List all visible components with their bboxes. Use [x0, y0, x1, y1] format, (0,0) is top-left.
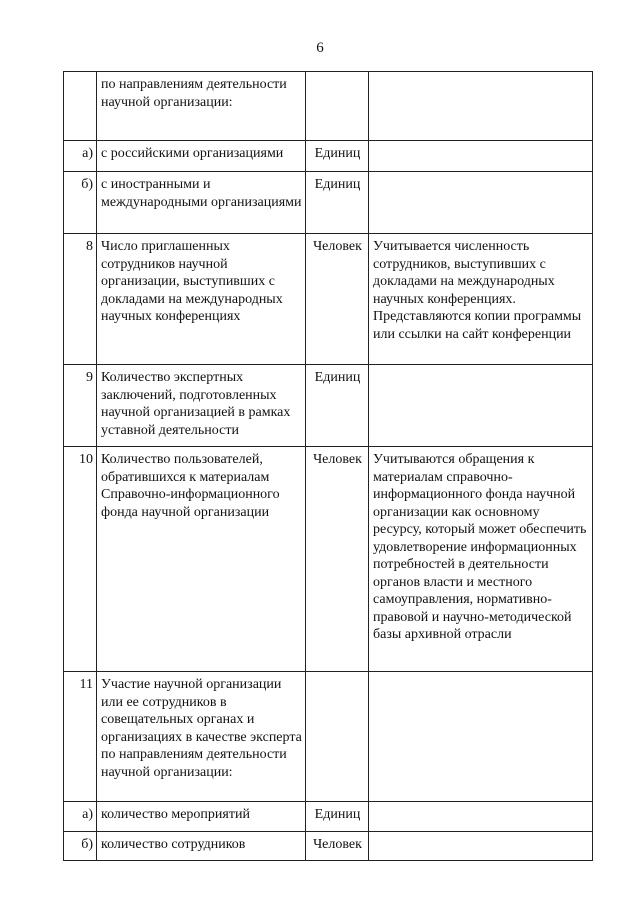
- table-row: [64, 72, 593, 141]
- row-number: б): [64, 831, 97, 861]
- unit-of-measure: [306, 672, 369, 802]
- note: [369, 172, 593, 234]
- indicator-name: Количество экспертных заключений, подготовленных научной организацией в рамках уставной деятельности: [97, 365, 306, 447]
- note: [369, 802, 593, 832]
- table-row: [64, 365, 593, 447]
- table-row: [64, 172, 593, 234]
- row-number: а): [64, 802, 97, 832]
- note: Учитывается численность сотрудников, выступивших с докладами на международных научных конференциях. Представляются копии программы или ссылки на сайт конференции: [369, 234, 593, 365]
- row-number: 9: [64, 365, 97, 447]
- unit-of-measure: Человек: [306, 447, 369, 672]
- note: [369, 141, 593, 172]
- indicator-name: по направлениям деятельности научной организации:: [97, 72, 306, 141]
- indicator-name: Количество пользователей, обратившихся к материалам Справочно-информационного фонда научной организации: [97, 447, 306, 672]
- unit-of-measure: Человек: [306, 234, 369, 365]
- table-row: [64, 802, 593, 832]
- note: Учитываются обращения к материалам справочно-информационного фонда научной организации как основному ресурсу, который может обеспечить удовлетворение информационных потребностей в деятельности органов власти и местного самоуправления, нормативно-правовой и научно-методической базы архивной отрасли: [369, 447, 593, 672]
- row-number: 8: [64, 234, 97, 365]
- table-row: [64, 141, 593, 172]
- indicator-name: Число приглашенных сотрудников научной организации, выступивших с докладами на международных научных конференциях: [97, 234, 306, 365]
- page-number: 6: [316, 40, 324, 56]
- table-row: [64, 672, 593, 802]
- row-number: а): [64, 141, 97, 172]
- note: [369, 831, 593, 861]
- table-row: [64, 234, 593, 365]
- table-row: [64, 447, 593, 672]
- unit-of-measure: Единиц: [306, 365, 369, 447]
- row-number: 10: [64, 447, 97, 672]
- note: [369, 672, 593, 802]
- unit-of-measure: Единиц: [306, 802, 369, 832]
- indicator-name: с иностранными и международными организациями: [97, 172, 306, 234]
- indicator-name: количество мероприятий: [97, 802, 306, 832]
- note: [369, 72, 593, 141]
- unit-of-measure: Единиц: [306, 172, 369, 234]
- unit-of-measure: [306, 72, 369, 141]
- unit-of-measure: Человек: [306, 831, 369, 861]
- note: [369, 365, 593, 447]
- indicator-name: с российскими организациями: [97, 141, 306, 172]
- indicator-name: количество сотрудников: [97, 831, 306, 861]
- indicator-name: Участие научной организации или ее сотрудников в совещательных органах и организациях в качестве эксперта по направлениям деятельности научной организации:: [97, 672, 306, 802]
- indicators-table: [63, 71, 593, 861]
- unit-of-measure: Единиц: [306, 141, 369, 172]
- row-number: б): [64, 172, 97, 234]
- row-number: [64, 72, 97, 141]
- row-number: 11: [64, 672, 97, 802]
- table-row: [64, 831, 593, 861]
